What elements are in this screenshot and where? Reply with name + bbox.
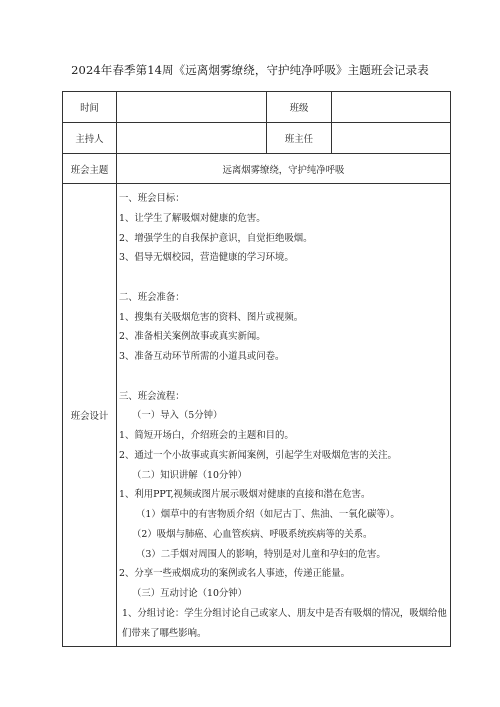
class-value-cell[interactable] xyxy=(332,92,451,123)
goal-item: 1、让学生了解吸烟对健康的危害。 xyxy=(119,212,266,224)
spacer xyxy=(119,268,448,288)
design-content xyxy=(117,184,451,647)
prep-heading: 二、班会准备： xyxy=(119,291,185,303)
design-label: 班会设计 xyxy=(63,184,117,647)
step3-title: （三）互动讨论（10分钟） xyxy=(132,588,248,599)
goal-item: 3、倡导无烟校园，营造健康的学习环境。 xyxy=(119,252,294,264)
design-row xyxy=(63,184,451,647)
step2-subitem: （3）二手烟对周围人的影响，特别是对儿童和孕妇的危害。 xyxy=(136,548,386,560)
step2-subitem: （2）吸烟与肺癌、心血管疾病、呼吸系统疾病等的关系。 xyxy=(132,528,373,540)
prep-item: 3、准备互动环节所需的小道具或问卷。 xyxy=(119,351,285,362)
goals-heading: 一、班会目标： xyxy=(119,193,185,204)
prep-item: 2、准备相关案例故事或真实新闻。 xyxy=(119,331,266,343)
flow-heading: 三、班会流程： xyxy=(119,390,185,402)
prep-item: 1、搜集有关吸烟危害的资料、图片或视频。 xyxy=(119,311,304,323)
step2-item: 2、分享一些戒烟成功的案例或名人事迹，传递正能量。 xyxy=(119,568,350,580)
step2-item: 1、利用PPT,视频或图片展示吸烟对健康的直接和潜在危害。 xyxy=(119,489,371,501)
step1-title: （一）导入（5分钟） xyxy=(132,410,223,422)
theme-label: 班会主题 xyxy=(63,154,117,184)
teacher-label: 班主任 xyxy=(267,123,332,154)
host-value-cell[interactable] xyxy=(117,123,267,154)
step1-item: 1、简短开场白，介绍班会的主题和目的。 xyxy=(119,430,294,441)
step2-subitem: （1）烟草中的有害物质介绍（如尼古丁、焦油、一氧化碳等）。 xyxy=(136,509,400,520)
document-title: 2024年春季第14周《远离烟雾缭绕，守护纯净呼吸》主题班会记录表 xyxy=(71,63,429,77)
teacher-value-cell[interactable] xyxy=(332,123,451,154)
time-class-row xyxy=(63,92,451,123)
spacer xyxy=(119,367,448,387)
class-label: 班级 xyxy=(267,92,332,123)
goal-item: 2、增强学生的自我保护意识，自觉拒绝吸烟。 xyxy=(119,232,313,244)
host-teacher-row xyxy=(63,123,451,154)
time-value-cell[interactable] xyxy=(117,92,267,123)
record-table xyxy=(62,91,451,647)
time-label: 时间 xyxy=(63,92,117,123)
theme-row xyxy=(63,154,451,184)
theme-value: 远离烟雾缭绕，守护纯净呼吸 xyxy=(117,154,451,184)
step1-item: 2、通过一个小故事或真实新闻案例，引起学生对吸烟危害的关注。 xyxy=(119,449,397,461)
host-label: 主持人 xyxy=(63,123,117,154)
step2-title: （二）知识讲解（10分钟） xyxy=(132,469,248,481)
step3-item: 1、分组讨论：学生分组讨论自己或家人、朋友中是否有吸烟的情况，吸烟给他们带来了哪些影响。 xyxy=(122,607,447,639)
